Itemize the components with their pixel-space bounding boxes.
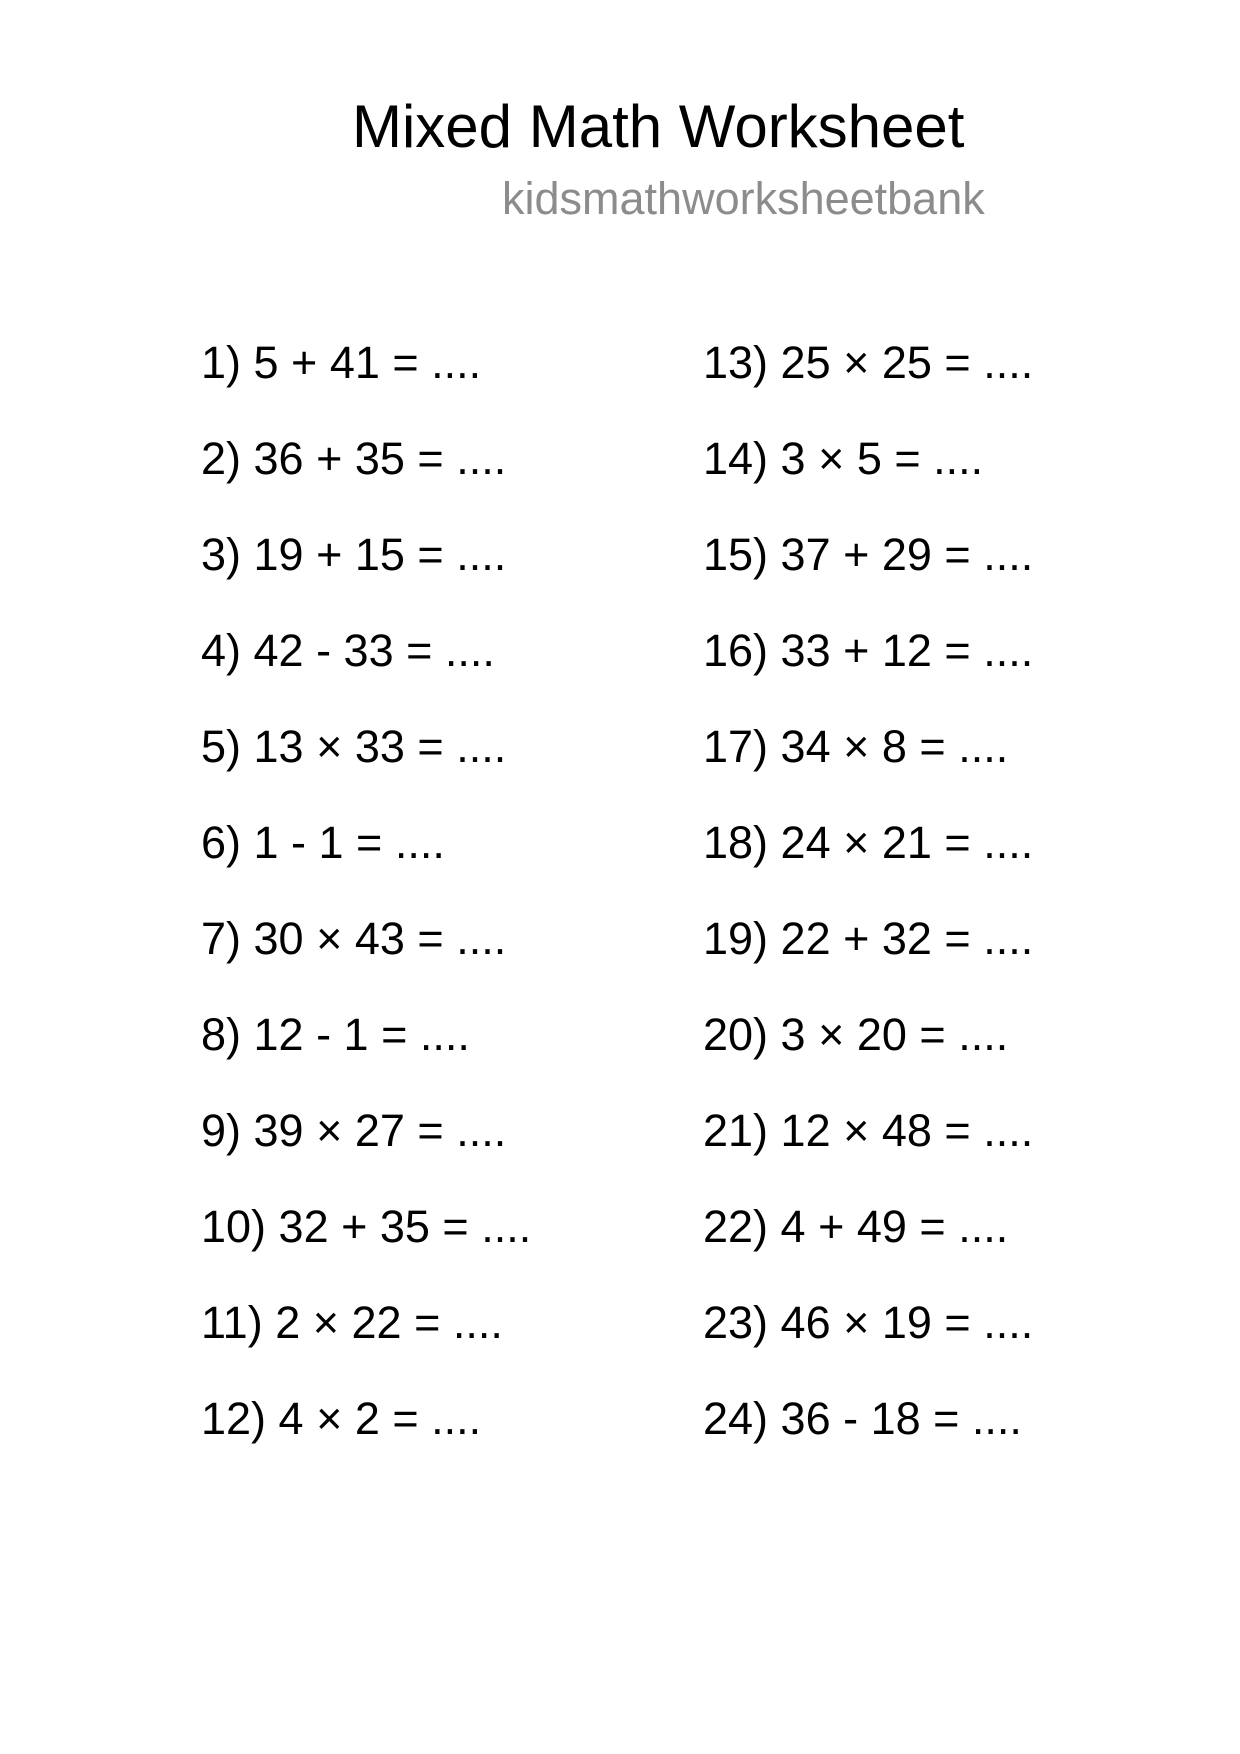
problem-item-14: 14) 3 × 5 = .... [703, 433, 984, 484]
problem-item-3: 3) 19 + 15 = .... [201, 529, 507, 580]
page-subtitle: kidsmathworksheetbank [502, 173, 985, 224]
problem-item-15: 15) 37 + 29 = .... [703, 529, 1034, 580]
problem-item-9: 9) 39 × 27 = .... [201, 1105, 507, 1156]
problem-item-19: 19) 22 + 32 = .... [703, 913, 1034, 964]
problem-item-2: 2) 36 + 35 = .... [201, 433, 507, 484]
problem-item-10: 10) 32 + 35 = .... [201, 1201, 532, 1252]
problem-item-6: 6) 1 - 1 = .... [201, 817, 445, 868]
problem-item-8: 8) 12 - 1 = .... [201, 1009, 470, 1060]
problems-column-left [201, 337, 532, 1492]
problem-item-24: 24) 36 - 18 = .... [703, 1393, 1022, 1444]
problem-item-4: 4) 42 - 33 = .... [201, 625, 495, 676]
page-title: Mixed Math Worksheet [352, 93, 965, 160]
problem-item-1: 1) 5 + 41 = .... [201, 337, 482, 388]
problem-item-17: 17) 34 × 8 = .... [703, 721, 1009, 772]
problems-column-right [703, 337, 1034, 1492]
problem-item-22: 22) 4 + 49 = .... [703, 1201, 1009, 1252]
problem-item-5: 5) 13 × 33 = .... [201, 721, 507, 772]
problem-item-12: 12) 4 × 2 = .... [201, 1393, 482, 1444]
problem-item-7: 7) 30 × 43 = .... [201, 913, 507, 964]
problem-item-11: 11) 2 × 22 = .... [201, 1297, 503, 1348]
problem-item-16: 16) 33 + 12 = .... [703, 625, 1034, 676]
problem-item-20: 20) 3 × 20 = .... [703, 1009, 1009, 1060]
problem-item-21: 21) 12 × 48 = .... [703, 1105, 1034, 1156]
problem-item-23: 23) 46 × 19 = .... [703, 1297, 1034, 1348]
problem-item-18: 18) 24 × 21 = .... [703, 817, 1034, 868]
problem-item-13: 13) 25 × 25 = .... [703, 337, 1034, 388]
